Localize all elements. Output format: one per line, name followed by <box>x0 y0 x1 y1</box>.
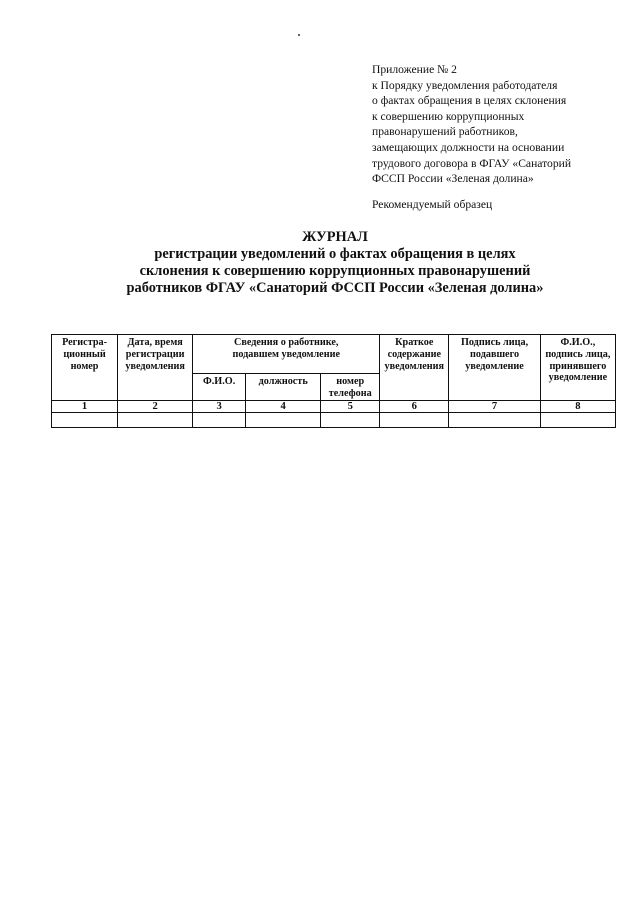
header-text: подпись лица, <box>545 348 611 360</box>
journal-subtitle-line: работников ФГАУ «Санаторий ФССП России «Зеленая долина» <box>126 280 544 296</box>
header-text: Ф.И.О., <box>560 337 596 348</box>
header-text: принявшего <box>549 360 607 372</box>
scan-speck <box>298 34 300 36</box>
header-text: регистрации <box>125 348 185 360</box>
sample-note: Рекомендуемый образец <box>372 198 493 211</box>
journal-title: ЖУРНАЛ <box>302 229 368 245</box>
header-text: телефона <box>328 387 372 399</box>
appendix-line: ФССП России «Зеленая долина» <box>372 172 534 186</box>
appendix-line: к совершению коррупционных <box>372 109 525 123</box>
header-text: уведомление <box>548 372 608 384</box>
column-number: 8 <box>540 400 615 413</box>
journal-table <box>51 334 616 428</box>
appendix-line: замещающих должности на основании <box>372 140 565 154</box>
table-cell <box>540 413 615 428</box>
header-phone <box>321 374 380 401</box>
column-number: 7 <box>449 400 540 413</box>
header-text: подавшего <box>470 348 520 360</box>
header-text: Сведения о работнике, <box>233 337 339 348</box>
column-number: 6 <box>380 400 449 413</box>
table-cell <box>449 413 540 428</box>
journal-heading <box>80 229 590 297</box>
header-text: содержание <box>387 348 441 360</box>
header-text: Подпись лица, <box>460 337 529 348</box>
header-text: Регистра- <box>62 337 107 348</box>
column-number: 5 <box>321 400 380 413</box>
journal-subtitle-line: склонения к совершению коррупционных правонарушений <box>139 263 531 279</box>
journal-subtitle-line: регистрации уведомлений о фактах обращения в целях <box>154 246 516 262</box>
header-employee-info <box>193 335 380 374</box>
header-text: уведомление <box>465 360 524 372</box>
header-summary <box>380 335 449 401</box>
appendix-block <box>372 62 622 187</box>
header-text: уведомления <box>125 360 185 372</box>
appendix-line: Приложение № 2 <box>372 63 457 76</box>
table-cell <box>380 413 449 428</box>
table-cell <box>193 413 246 428</box>
column-number: 3 <box>193 400 246 413</box>
table-header-row <box>52 335 616 374</box>
header-text: Краткое <box>395 337 434 348</box>
column-number-row <box>52 400 616 413</box>
header-text: номер <box>70 360 99 372</box>
header-accepted-by <box>540 335 615 401</box>
table-row <box>52 413 616 428</box>
appendix-line: правонарушений работников, <box>372 125 518 139</box>
header-date-time <box>118 335 193 401</box>
header-text: ционный <box>63 348 106 360</box>
column-number: 4 <box>246 400 321 413</box>
header-text: Дата, время <box>127 337 183 348</box>
table-cell <box>246 413 321 428</box>
header-text: уведомления <box>384 360 444 372</box>
appendix-line: о фактах обращения в целях склонения <box>372 94 567 108</box>
appendix-line: трудового договора в ФГАУ «Санаторий <box>372 156 572 170</box>
table-cell <box>118 413 193 428</box>
header-text: подавшем уведомление <box>232 348 340 360</box>
column-number: 1 <box>52 400 118 413</box>
appendix-line: к Порядку уведомления работодателя <box>372 78 558 92</box>
table-cell <box>321 413 380 428</box>
header-fio: Ф.И.О. <box>193 374 246 401</box>
table-cell <box>52 413 118 428</box>
header-signature <box>449 335 540 401</box>
column-number: 2 <box>118 400 193 413</box>
header-text: номер <box>336 376 365 387</box>
header-reg-number <box>52 335 118 401</box>
header-position: должность <box>246 374 321 401</box>
